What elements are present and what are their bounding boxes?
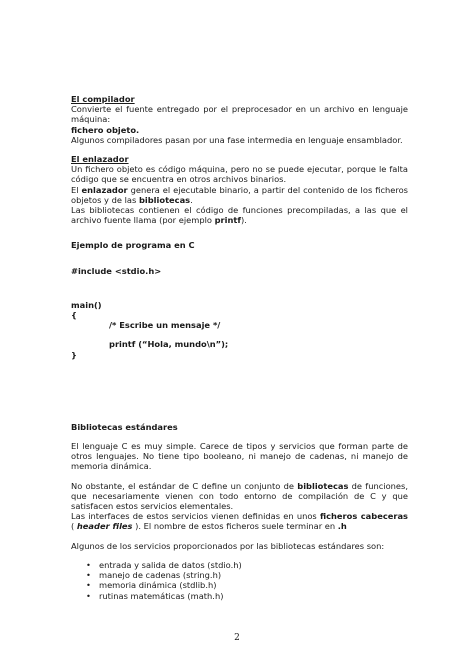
code-printf: printf (“Hola, mundo\n”);	[109, 339, 229, 350]
code-include: #include <stdio.h>	[71, 265, 162, 276]
code-close-brace: }	[71, 349, 77, 360]
compilador-line1: Convierte el fuente entregado por el preprocesador en un archivo en lenguaje máquina: fichero objeto.	[71, 104, 408, 135]
section-heading-compilador: El compilador	[71, 94, 135, 104]
enlazador-paragraph-3: Las bibliotecas contienen el código de funciones precompiladas, a las que el archivo fuente llama (por ejemplo printf).	[71, 205, 408, 226]
bibliotecas-paragraph-4: Algunos de los servicios proporcionados por las bibliotecas estándares son:	[71, 540, 385, 551]
list-item: • entrada y salida de datos (stdio.h)	[99, 560, 408, 570]
code-open-brace: {	[71, 310, 77, 321]
list-item: • rutinas matemáticas (math.h)	[99, 591, 408, 601]
bibliotecas-paragraph-1: El lenguaje C es muy simple. Carece de tipos y servicios que forman parte de otros lenguajes. No tiene tipo booleano, ni manejo de cadenas, ni manejo de memoria dinámica.	[71, 441, 408, 472]
services-list	[71, 560, 408, 601]
section-heading-enlazador: El enlazador	[71, 154, 129, 165]
section-heading-bibliotecas: Bibliotecas estándares	[71, 421, 178, 432]
bibliotecas-paragraph-3: Las interfaces de estos servicios vienen definidas en unos ficheros cabeceras ( header files ). El nombre de estos ficheros suele terminar en .h	[71, 511, 408, 532]
fichero-objeto-term: fichero objeto.	[71, 124, 140, 135]
list-item: • memoria dinámica (stdlib.h)	[99, 580, 408, 590]
section-heading-ejemplo: Ejemplo de programa en C	[71, 240, 195, 251]
enlazador-paragraph-2: El enlazador genera el ejecutable binario, a partir del contenido de los ficheros objetos y de las bibliotecas.	[71, 184, 408, 205]
enlazador-paragraph-1: Un fichero objeto es código máquina, pero no se puede ejecutar, porque le falta código que se encuentra en otros archivos binarios.	[71, 164, 408, 185]
compilador-line2: Algunos compiladores pasan por una fase intermedia en lenguaje ensamblador.	[71, 134, 403, 145]
document-body	[71, 94, 408, 601]
page-number: 2	[234, 633, 240, 643]
list-item: • manejo de cadenas (string.h)	[99, 570, 408, 580]
code-comment: /* Escribe un mensaje */	[109, 320, 221, 331]
code-main: main()	[71, 299, 102, 310]
bibliotecas-paragraph-2: No obstante, el estándar de C define un conjunto de bibliotecas de funciones, que necesariamente vienen con todo entorno de compilación de C y que satisfacen estos servicios elementales.	[71, 480, 408, 512]
